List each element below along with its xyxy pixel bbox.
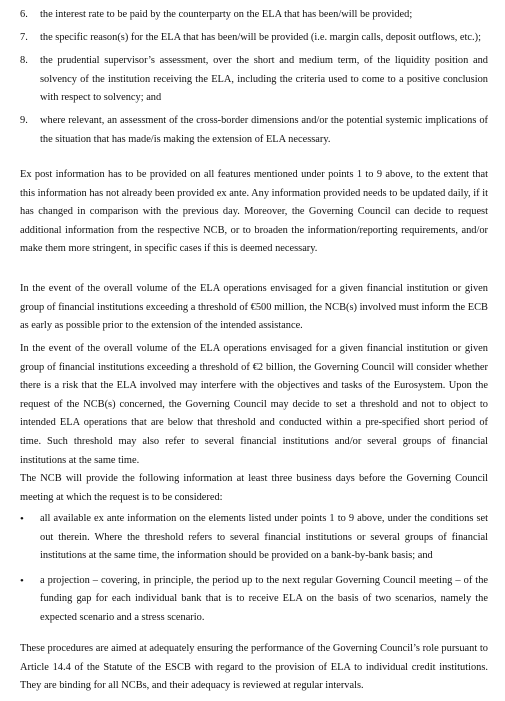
list-number: 8.	[20, 55, 28, 67]
bullet-list	[0, 510, 505, 628]
list-number: 7.	[20, 31, 28, 43]
list-number: 6.	[20, 9, 28, 20]
list-item-text: the interest rate to be paid by the counterparty on the ELA that has been/will be provided;	[40, 9, 413, 20]
list-item-text: the prudential supervisor’s assessment, over the short and medium term, of the liquidity position and solvency of the institution receiving the ELA, including the criteria used to come to a positive conclusion with respect to solvency; and	[40, 55, 488, 104]
numbered-list	[0, 6, 505, 149]
bullet-text: all available ex ante information on the elements listed under points 1 to 9 above, under the conditions set out therein. Where the threshold refers to several financial institutions or several groups of financial institutions at the same time, the information should be provided on a bank-by-bank basis; and	[40, 513, 488, 562]
closing-paragraph: These procedures are aimed at adequately ensuring the performance of the Governing Council’s role pursuant to Article 14.4 of the Statute of the ESCB with regard to the provision of ELA to individual credit institutions. They are binding for all NCBs, and their adequacy is reviewed at regular intervals.	[20, 643, 488, 692]
threshold-2bn-paragraph: In the event of the overall volume of the ELA operations envisaged for a given financial institution or given group of financial institutions exceeding a threshold of €2 billion, the Governing Council will consider whether there is a risk that the ELA involved may interfere with the objectives and tasks of the Eurosystem. Upon the request of the NCB(s) concerned, the Governing Council may decide to set a threshold and not to object to intended ELA operations that are below that threshold and conducted within a pre-specified short period of time. Such threshold may also refer to several financial institutions and/or several groups of financial institutions at the same time.	[20, 343, 488, 466]
list-item	[0, 52, 505, 108]
list-item	[0, 29, 505, 48]
list-item	[0, 112, 505, 149]
threshold-500m-paragraph: In the event of the overall volume of the ELA operations envisaged for a given financial institution or given group of financial institutions exceeding a threshold of €500 million, the NCB(s) involved must inform the ECB as early as possible prior to the extension of the intended assistance.	[20, 283, 488, 332]
bullet-item	[0, 572, 505, 628]
ncb-provide-paragraph: The NCB will provide the following information at least three business days before the Governing Council meeting at which the request is to be considered:	[20, 473, 488, 503]
bullet-text: a projection – covering, in principle, the period up to the next regular Governing Council meeting – of the funding gap for each individual bank that is to receive ELA on the basis of two scenarios, namely the expected scenario and a stress scenario.	[40, 574, 488, 623]
ex-post-paragraph: Ex post information has to be provided on all features mentioned under points 1 to 9 above, to the extent that this information has not already been provided ex ante. Any information provided needs to be updated daily, if it has changed in comparison with the previous day. Moreover, the Governing Council can decide to request additional information from the respective NCB, or to broaden the information/reporting requirements, and/or make them more stringent, in specific cases if this is deemed necessary.	[20, 169, 488, 255]
list-item-text: the specific reason(s) for the ELA that has been/will be provided (i.e. margin calls, deposit outflows, etc.);	[40, 31, 481, 43]
list-number: 9.	[20, 114, 28, 126]
bullet-symbol: •	[20, 574, 24, 587]
list-item	[0, 6, 505, 25]
bullet-item	[0, 510, 505, 566]
bullet-symbol: •	[20, 513, 24, 525]
list-item-text: where relevant, an assessment of the cross-border dimensions and/or the potential systemic implications of the situation that has made/is making the extension of ELA necessary.	[40, 114, 488, 145]
